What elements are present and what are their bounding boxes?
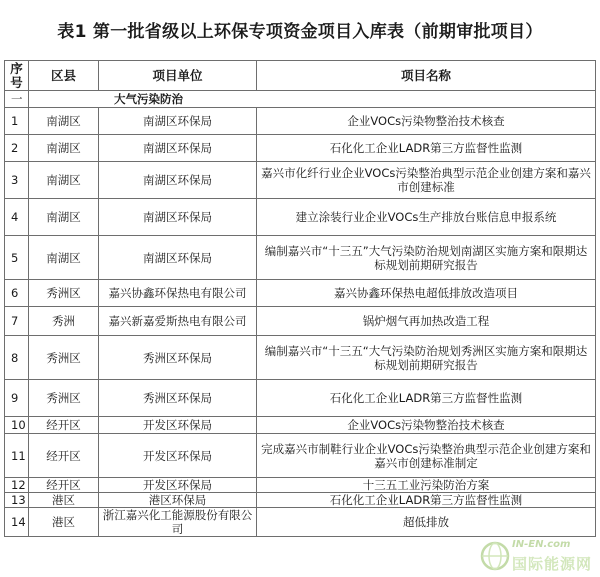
row-name: 石化化工企业LADR第三方监督性监测 <box>257 380 596 417</box>
row-seq: 9 <box>5 380 29 417</box>
row-district: 港区 <box>29 493 99 508</box>
row-unit: 开发区环保局 <box>99 478 257 493</box>
row-unit: 浙江嘉兴化工能源股份有限公司 <box>99 508 257 537</box>
table-row <box>5 434 596 478</box>
row-seq: 4 <box>5 199 29 236</box>
table-title: 表1 第一批省级以上环保专项资金项目入库表（前期审批项目） <box>57 21 543 42</box>
watermark-site: IN-EN.com <box>512 539 571 550</box>
row-unit: 港区环保局 <box>99 493 257 508</box>
section-number: 一 <box>5 91 29 108</box>
row-district: 南湖区 <box>29 108 99 135</box>
row-name: 企业VOCs污染物整治技术核查 <box>257 108 596 135</box>
row-name: 石化化工企业LADR第三方监督性监测 <box>257 493 596 508</box>
table-row <box>5 417 596 434</box>
table-row <box>5 135 596 162</box>
row-district: 经开区 <box>29 478 99 493</box>
row-district: 南湖区 <box>29 162 99 199</box>
section-row <box>5 91 596 108</box>
row-name: 锅炉烟气再加热改造工程 <box>257 307 596 336</box>
row-district: 秀洲区 <box>29 336 99 380</box>
row-seq: 13 <box>5 493 29 508</box>
table-row <box>5 478 596 493</box>
row-seq: 11 <box>5 434 29 478</box>
row-seq: 10 <box>5 417 29 434</box>
table-row <box>5 307 596 336</box>
project-table <box>4 60 596 537</box>
row-district: 经开区 <box>29 417 99 434</box>
row-unit: 嘉兴协鑫环保热电有限公司 <box>99 280 257 307</box>
table-row <box>5 108 596 135</box>
row-name: 企业VOCs污染物整治技术核查 <box>257 417 596 434</box>
header-seq: 序号 <box>5 61 29 91</box>
row-name: 编制嘉兴市“十三五“大气污染防治规划秀洲区实施方案和限期达标规划前期研究报告 <box>257 336 596 380</box>
row-unit: 南湖区环保局 <box>99 135 257 162</box>
row-seq: 2 <box>5 135 29 162</box>
table-row <box>5 236 596 280</box>
watermark <box>478 537 596 575</box>
row-seq: 1 <box>5 108 29 135</box>
row-seq: 3 <box>5 162 29 199</box>
row-unit: 秀洲区环保局 <box>99 380 257 417</box>
globe-logo-icon <box>480 541 510 571</box>
row-name: 建立涂装行业企业VOCs生产排放台账信息申报系统 <box>257 199 596 236</box>
header-name: 项目名称 <box>257 61 596 91</box>
row-unit: 南湖区环保局 <box>99 236 257 280</box>
row-unit: 秀洲区环保局 <box>99 336 257 380</box>
row-district: 秀洲区 <box>29 380 99 417</box>
header-row <box>5 61 596 91</box>
header-district: 区县 <box>29 61 99 91</box>
table-row <box>5 199 596 236</box>
row-seq: 7 <box>5 307 29 336</box>
row-unit: 南湖区环保局 <box>99 108 257 135</box>
row-unit: 开发区环保局 <box>99 417 257 434</box>
row-seq: 8 <box>5 336 29 380</box>
row-name: 超低排放 <box>257 508 596 537</box>
row-unit: 嘉兴新嘉爱斯热电有限公司 <box>99 307 257 336</box>
row-unit: 南湖区环保局 <box>99 199 257 236</box>
table-row <box>5 162 596 199</box>
watermark-brand: 国际能源网 <box>512 555 593 573</box>
row-district: 秀洲 <box>29 307 99 336</box>
row-name: 完成嘉兴市制鞋行业企业VOCs污染整治典型示范企业创建方案和嘉兴市创建标准制定 <box>257 434 596 478</box>
table-row <box>5 380 596 417</box>
table-row <box>5 493 596 508</box>
row-seq: 14 <box>5 508 29 537</box>
row-name: 石化化工企业LADR第三方监督性监测 <box>257 135 596 162</box>
table-row <box>5 508 596 537</box>
row-unit: 开发区环保局 <box>99 434 257 478</box>
row-name: 十三五工业污染防治方案 <box>257 478 596 493</box>
header-unit: 项目单位 <box>99 61 257 91</box>
row-district: 南湖区 <box>29 236 99 280</box>
row-unit: 南湖区环保局 <box>99 162 257 199</box>
section-label: 大气污染防治 <box>29 91 596 108</box>
row-seq: 6 <box>5 280 29 307</box>
row-district: 秀洲区 <box>29 280 99 307</box>
row-seq: 5 <box>5 236 29 280</box>
row-seq: 12 <box>5 478 29 493</box>
table-row <box>5 336 596 380</box>
row-district: 经开区 <box>29 434 99 478</box>
row-name: 编制嘉兴市“十三五”大气污染防治规划南湖区实施方案和限期达标规划前期研究报告 <box>257 236 596 280</box>
row-district: 南湖区 <box>29 135 99 162</box>
table-row <box>5 280 596 307</box>
row-district: 港区 <box>29 508 99 537</box>
row-name: 嘉兴协鑫环保热电超低排放改造项目 <box>257 280 596 307</box>
row-name: 嘉兴市化纤行业企业VOCs污染整治典型示范企业创建方案和嘉兴市创建标准 <box>257 162 596 199</box>
row-district: 南湖区 <box>29 199 99 236</box>
